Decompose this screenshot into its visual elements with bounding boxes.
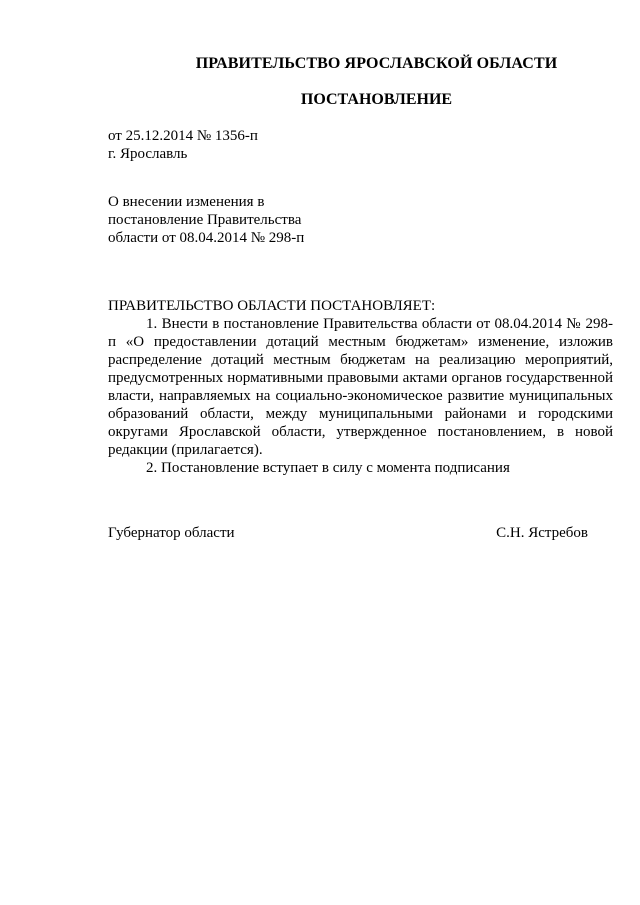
decree-heading: ПРАВИТЕЛЬСТВО ОБЛАСТИ ПОСТАНОВЛЯЕТ: bbox=[108, 298, 436, 314]
signer-position: Губернатор области bbox=[108, 525, 235, 541]
document-date-number: от 25.12.2014 № 1356-п bbox=[108, 128, 258, 144]
authority-title: ПРАВИТЕЛЬСТВО ЯРОСЛАВСКОЙ ОБЛАСТИ bbox=[195, 55, 558, 72]
subject-line: О внесении изменения в bbox=[108, 194, 265, 210]
subject-line: постановление Правительства bbox=[108, 212, 302, 228]
document-subject bbox=[108, 193, 328, 247]
decree-body bbox=[108, 315, 613, 477]
decree-paragraph-2: 2. Постановление вступает в силу с момента подписания bbox=[146, 460, 510, 476]
document-city: г. Ярославль bbox=[108, 146, 188, 162]
document-meta bbox=[108, 127, 258, 163]
signer-name: С.Н. Ястребов bbox=[496, 525, 588, 541]
document-type-title: ПОСТАНОВЛЕНИЕ bbox=[300, 91, 453, 108]
subject-line: области от 08.04.2014 № 298-п bbox=[108, 230, 305, 246]
decree-paragraph-1: 1. Внести в постановление Правительства области от 08.04.2014 № 298-п «О предоставлении дотаций местным бюджетам» изменение, изложив распределение дотаций местным бюджетам на реализацию мероприятий, предусмотренных нормативными правовыми актами органов государственной власти, направляемых на социально-экономическое развитие муниципальных образований области, между муниципальными районами и городскими округами Ярославской области, утвержденное постановлением, в новой редакции (прилагается). bbox=[108, 316, 613, 458]
